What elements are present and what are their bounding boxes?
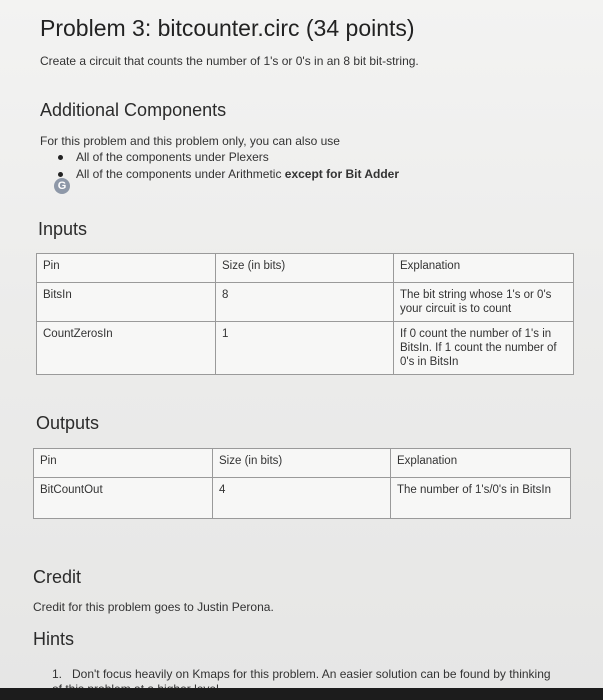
bullet-emphasis: except for Bit Adder	[284, 167, 400, 181]
table-header-row	[34, 449, 571, 478]
bottom-edge-bar	[0, 688, 603, 700]
column-header: Pin	[37, 254, 216, 283]
pin-cell: BitCountOut	[34, 478, 213, 519]
column-header: Size (in bits)	[216, 254, 394, 283]
list-item-text: Don't focus heavily on Kmaps for this problem. An easier solution can be found by thinking	[72, 667, 551, 681]
bullet-dot-icon	[58, 172, 63, 177]
additional-components-intro: For this problem and this problem only, you can also use	[40, 134, 340, 148]
table-row	[37, 283, 574, 322]
column-header: Pin	[34, 449, 213, 478]
explanation-cell: The bit string whose 1's or 0's your circuit is to count	[394, 283, 574, 322]
column-header: Explanation	[394, 254, 574, 283]
credit-heading: Credit	[33, 567, 82, 587]
table-row	[37, 322, 574, 375]
pin-cell: CountZerosIn	[37, 322, 216, 375]
explanation-cell: The number of 1's/0's in BitsIn	[391, 478, 571, 519]
size-cell: 4	[213, 478, 391, 519]
inputs-heading: Inputs	[38, 219, 88, 239]
bullet-item-plexers	[58, 150, 269, 164]
inputs-table	[36, 253, 574, 375]
page-title: Problem 3: bitcounter.circ (34 points)	[40, 15, 415, 41]
explanation-cell: If 0 count the number of 1's in BitsIn. If 1 count the number of 0's in BitsIn	[394, 322, 574, 375]
bullet-item-arithmetic	[58, 167, 399, 181]
credit-text: Credit for this problem goes to Justin Perona.	[33, 600, 274, 614]
size-cell: 1	[216, 322, 394, 375]
grammarly-g-icon[interactable]: G	[54, 178, 70, 194]
hints-heading: Hints	[33, 629, 75, 649]
bullet-text: All of the components under Plexers	[76, 150, 269, 164]
column-header: Size (in bits)	[213, 449, 391, 478]
bullet-text: All of the components under Arithmetic	[76, 167, 285, 181]
outputs-table	[33, 448, 571, 519]
table-row	[34, 478, 571, 519]
bullet-dot-icon	[58, 155, 63, 160]
table-header-row	[37, 254, 574, 283]
size-cell: 8	[216, 283, 394, 322]
outputs-heading: Outputs	[36, 413, 100, 433]
list-item-number: 1.	[52, 667, 63, 681]
additional-components-heading: Additional Components	[40, 100, 227, 120]
column-header: Explanation	[391, 449, 571, 478]
pin-cell: BitsIn	[37, 283, 216, 322]
page-subtitle: Create a circuit that counts the number of 1's or 0's in an 8 bit bit-string.	[40, 54, 419, 68]
